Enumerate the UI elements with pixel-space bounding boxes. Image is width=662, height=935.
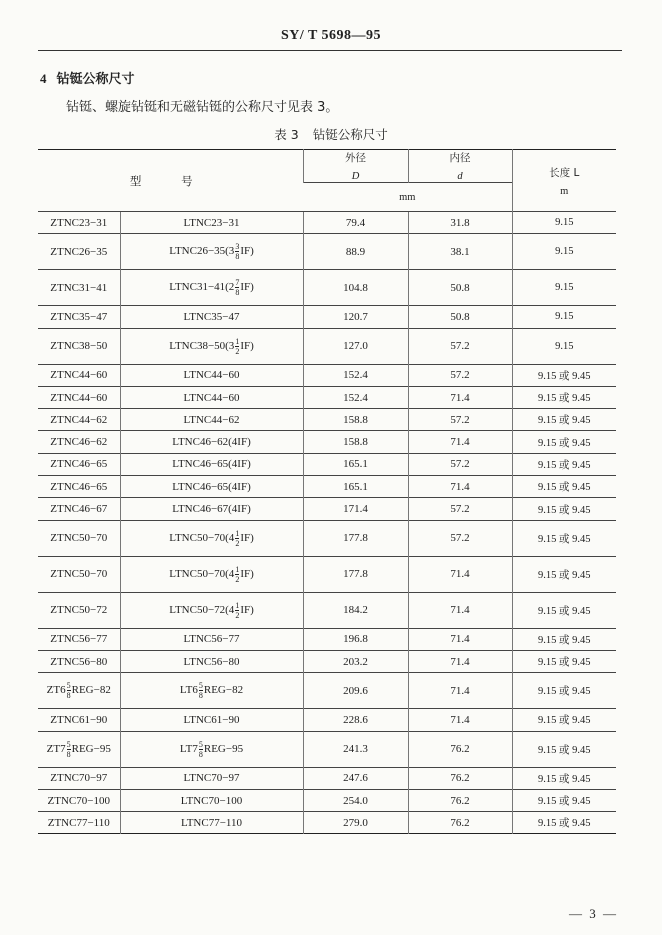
inner-diameter-value: 57.2	[408, 498, 512, 520]
table-row	[38, 306, 616, 328]
fraction-numerator: 5	[66, 739, 71, 749]
fraction-denominator: 2	[235, 346, 240, 356]
spiral-collar-model: LTNC23−31	[120, 212, 303, 234]
length-value: 9.15 或 9.45	[512, 812, 616, 834]
drill-collar-model: ZTNC31−41	[38, 270, 120, 306]
length-value: 9.15 或 9.45	[512, 476, 616, 498]
spiral-collar-model-suffix: REG−82	[203, 684, 244, 697]
table-row	[38, 628, 616, 650]
inner-diameter-value: 71.4	[408, 673, 512, 709]
drill-collar-model-text: ZT7	[46, 742, 66, 755]
inner-diameter-value: 71.4	[408, 556, 512, 592]
spiral-collar-model: LTNC46−67(4IF)	[120, 498, 303, 520]
header-model-text: 型 号	[129, 173, 211, 188]
inner-diameter-value: 71.4	[408, 709, 512, 731]
outer-diameter-value: 165.1	[303, 476, 408, 498]
length-value: 9.15 或 9.45	[512, 592, 616, 628]
outer-diameter-value: 152.4	[303, 386, 408, 408]
spiral-collar-model: LTNC44−60	[120, 364, 303, 386]
inner-diameter-value: 57.2	[408, 328, 512, 364]
drill-collar-model: ZTNC50−70	[38, 556, 120, 592]
length-value: 9.15 或 9.45	[512, 709, 616, 731]
table-row	[38, 650, 616, 672]
spiral-collar-model-suffix: IF)	[240, 281, 254, 294]
inner-diameter-value: 71.4	[408, 431, 512, 453]
spiral-collar-model: LTNC44−62	[120, 409, 303, 431]
fraction	[235, 242, 239, 261]
length-value: 9.15 或 9.45	[512, 556, 616, 592]
fraction-denominator: 2	[235, 574, 240, 584]
section-title-text: 钻铤公称尺寸	[56, 72, 135, 87]
fraction-numerator: 1	[235, 600, 240, 610]
fraction	[67, 740, 71, 759]
fraction-denominator: 2	[235, 538, 240, 548]
spiral-collar-model	[120, 270, 303, 306]
drill-collar-model: ZTNC44−60	[38, 386, 120, 408]
header-id-label: 内径	[449, 152, 471, 164]
inner-diameter-value: 71.4	[408, 386, 512, 408]
spiral-collar-model-text: LTNC31−41(2	[169, 281, 235, 294]
length-value: 9.15 或 9.45	[512, 386, 616, 408]
header-outer-diameter	[303, 150, 408, 183]
outer-diameter-value: 247.6	[303, 767, 408, 789]
drill-collar-model: ZTNC56−77	[38, 628, 120, 650]
inner-diameter-value: 71.4	[408, 628, 512, 650]
drill-collar-model-suffix: REG−95	[71, 742, 111, 755]
length-value: 9.15 或 9.45	[512, 731, 616, 767]
fraction-denominator: 8	[66, 691, 71, 701]
fraction-numerator: 5	[66, 681, 71, 691]
outer-diameter-value: 158.8	[303, 431, 408, 453]
spiral-collar-model	[120, 328, 303, 364]
fraction-numerator: 5	[198, 681, 203, 691]
fraction-denominator: 8	[235, 252, 240, 262]
outer-diameter-value: 88.9	[303, 234, 408, 270]
fraction	[235, 529, 239, 548]
table-row	[38, 476, 616, 498]
length-value: 9.15	[512, 306, 616, 328]
outer-diameter-value: 203.2	[303, 650, 408, 672]
length-value: 9.15 或 9.45	[512, 767, 616, 789]
outer-diameter-value: 120.7	[303, 306, 408, 328]
length-value: 9.15 或 9.45	[512, 409, 616, 431]
table-row	[38, 789, 616, 811]
length-value: 9.15	[512, 270, 616, 306]
inner-diameter-value: 71.4	[408, 650, 512, 672]
inner-diameter-value: 76.2	[408, 812, 512, 834]
outer-diameter-value: 196.8	[303, 628, 408, 650]
fraction-denominator: 2	[235, 610, 240, 620]
fraction	[235, 601, 239, 620]
inner-diameter-value: 76.2	[408, 731, 512, 767]
drill-collar-model: ZTNC46−65	[38, 453, 120, 475]
table-caption	[0, 125, 662, 143]
spiral-collar-model: LTNC46−62(4IF)	[120, 431, 303, 453]
drill-collar-model: ZTNC77−110	[38, 812, 120, 834]
table-row	[38, 592, 616, 628]
fraction	[67, 681, 71, 700]
table-row	[38, 556, 616, 592]
header-length	[512, 150, 616, 212]
fraction-numerator: 7	[235, 278, 240, 288]
spiral-collar-model-suffix: IF)	[240, 245, 254, 258]
drill-collar-model	[38, 731, 120, 767]
drill-collar-table	[38, 149, 616, 834]
fraction	[235, 337, 239, 356]
spiral-collar-model	[120, 731, 303, 767]
spiral-collar-model: LTNC77−110	[120, 812, 303, 834]
drill-collar-model: ZTNC23−31	[38, 212, 120, 234]
table-body	[38, 212, 616, 834]
spiral-collar-model: LTNC46−65(4IF)	[120, 476, 303, 498]
drill-collar-model: ZTNC50−72	[38, 592, 120, 628]
drill-collar-model-suffix: REG−82	[71, 684, 111, 697]
outer-diameter-value: 177.8	[303, 520, 408, 556]
header-od-symbol: D	[351, 171, 360, 182]
fraction-denominator: 8	[198, 691, 203, 701]
table-row	[38, 234, 616, 270]
drill-collar-model: ZTNC56−80	[38, 650, 120, 672]
outer-diameter-value: 165.1	[303, 453, 408, 475]
spiral-collar-model-text: LT7	[179, 742, 198, 755]
drill-collar-model: ZTNC50−70	[38, 520, 120, 556]
fraction	[235, 565, 239, 584]
spiral-collar-model: LTNC44−60	[120, 386, 303, 408]
fraction	[235, 278, 239, 297]
length-value: 9.15	[512, 234, 616, 270]
table-row	[38, 409, 616, 431]
table-caption-label: 表 3	[274, 127, 299, 142]
inner-diameter-value: 50.8	[408, 306, 512, 328]
header-od-label: 外径	[345, 152, 366, 164]
table-caption-title: 钻铤公称尺寸	[312, 127, 388, 142]
fraction-denominator: 8	[198, 749, 203, 759]
table-row	[38, 431, 616, 453]
spiral-collar-model	[120, 556, 303, 592]
outer-diameter-value: 184.2	[303, 592, 408, 628]
inner-diameter-value: 57.2	[408, 520, 512, 556]
header-id-symbol: d	[457, 171, 463, 182]
spiral-collar-model: LTNC56−77	[120, 628, 303, 650]
inner-diameter-value: 71.4	[408, 592, 512, 628]
drill-collar-model: ZTNC44−62	[38, 409, 120, 431]
length-value: 9.15	[512, 328, 616, 364]
header-model	[38, 150, 303, 212]
fraction	[199, 740, 203, 759]
header-length-unit: m	[560, 185, 569, 197]
outer-diameter-value: 279.0	[303, 812, 408, 834]
table-row	[38, 498, 616, 520]
drill-collar-model: ZTNC26−35	[38, 234, 120, 270]
spiral-collar-model: LTNC56−80	[120, 650, 303, 672]
page-number: — 3 —	[569, 906, 618, 921]
spiral-collar-model-text: LTNC50−72(4	[169, 603, 235, 616]
outer-diameter-value: 152.4	[303, 364, 408, 386]
drill-collar-model: ZTNC46−65	[38, 476, 120, 498]
spiral-collar-model-suffix: IF)	[240, 603, 254, 616]
fraction-numerator: 3	[235, 242, 240, 252]
spiral-collar-model: LTNC70−97	[120, 767, 303, 789]
header-unit-mm: mm	[303, 183, 512, 212]
outer-diameter-value: 209.6	[303, 673, 408, 709]
fraction-denominator: 8	[66, 749, 71, 759]
spiral-collar-model-suffix: IF)	[240, 567, 254, 580]
table-row	[38, 812, 616, 834]
spiral-collar-model	[120, 520, 303, 556]
table-row	[38, 364, 616, 386]
drill-collar-model: ZTNC46−62	[38, 431, 120, 453]
spiral-collar-model-suffix: REG−95	[203, 742, 244, 755]
length-value: 9.15 或 9.45	[512, 364, 616, 386]
outer-diameter-value: 171.4	[303, 498, 408, 520]
spiral-collar-model-text: LTNC26−35(3	[169, 245, 235, 258]
header-inner-diameter	[408, 150, 512, 183]
spiral-collar-model	[120, 234, 303, 270]
section-title	[40, 68, 135, 87]
standard-header: SY/ T 5698—95	[280, 28, 382, 43]
drill-collar-model: ZTNC46−67	[38, 498, 120, 520]
table-row	[38, 731, 616, 767]
header-length-label: 长度 L	[549, 166, 580, 179]
inner-diameter-value: 71.4	[408, 476, 512, 498]
table-row	[38, 386, 616, 408]
table-row	[38, 453, 616, 475]
spiral-collar-model-text: LTNC50−70(4	[169, 531, 235, 544]
outer-diameter-value: 104.8	[303, 270, 408, 306]
length-value: 9.15 或 9.45	[512, 520, 616, 556]
spiral-collar-model-text: LTNC38−50(3	[169, 339, 235, 352]
header-rule	[38, 50, 622, 51]
outer-diameter-value: 177.8	[303, 556, 408, 592]
fraction-numerator: 1	[235, 528, 240, 538]
length-value: 9.15 或 9.45	[512, 431, 616, 453]
inner-diameter-value: 31.8	[408, 212, 512, 234]
spiral-collar-model: LTNC46−65(4IF)	[120, 453, 303, 475]
table-row	[38, 709, 616, 731]
spiral-collar-model-suffix: IF)	[240, 531, 254, 544]
table-row	[38, 328, 616, 364]
fraction	[199, 681, 203, 700]
drill-collar-model: ZTNC38−50	[38, 328, 120, 364]
table-row	[38, 212, 616, 234]
fraction-denominator: 8	[235, 288, 240, 298]
length-value: 9.15 或 9.45	[512, 673, 616, 709]
inner-diameter-value: 57.2	[408, 364, 512, 386]
drill-collar-model: ZTNC35−47	[38, 306, 120, 328]
outer-diameter-value: 254.0	[303, 789, 408, 811]
inner-diameter-value: 76.2	[408, 789, 512, 811]
spiral-collar-model: LTNC70−100	[120, 789, 303, 811]
table-row	[38, 270, 616, 306]
outer-diameter-value: 79.4	[303, 212, 408, 234]
section-number: 4	[40, 71, 47, 86]
drill-collar-model: ZTNC70−97	[38, 767, 120, 789]
spiral-collar-model-text: LT6	[179, 684, 198, 697]
drill-collar-model	[38, 673, 120, 709]
length-value: 9.15 或 9.45	[512, 628, 616, 650]
outer-diameter-value: 241.3	[303, 731, 408, 767]
fraction-numerator: 1	[235, 564, 240, 574]
outer-diameter-value: 158.8	[303, 409, 408, 431]
outer-diameter-value: 228.6	[303, 709, 408, 731]
table-row	[38, 520, 616, 556]
inner-diameter-value: 50.8	[408, 270, 512, 306]
fraction-numerator: 5	[198, 739, 203, 749]
length-value: 9.15 或 9.45	[512, 789, 616, 811]
table-row	[38, 767, 616, 789]
outer-diameter-value: 127.0	[303, 328, 408, 364]
table-row	[38, 673, 616, 709]
spiral-collar-model	[120, 592, 303, 628]
spiral-collar-model: LTNC35−47	[120, 306, 303, 328]
spiral-collar-model	[120, 673, 303, 709]
drill-collar-model: ZTNC61−90	[38, 709, 120, 731]
length-value: 9.15 或 9.45	[512, 498, 616, 520]
length-value: 9.15 或 9.45	[512, 453, 616, 475]
spiral-collar-model: LTNC61−90	[120, 709, 303, 731]
intro-paragraph: 钻铤、螺旋钻铤和无磁钻铤的公称尺寸见表 3。	[66, 100, 339, 115]
spiral-collar-model-suffix: IF)	[240, 339, 254, 352]
drill-collar-model-text: ZT6	[46, 684, 66, 697]
fraction-numerator: 1	[235, 336, 240, 346]
drill-collar-model: ZTNC70−100	[38, 789, 120, 811]
inner-diameter-value: 57.2	[408, 453, 512, 475]
inner-diameter-value: 57.2	[408, 409, 512, 431]
inner-diameter-value: 38.1	[408, 234, 512, 270]
length-value: 9.15 或 9.45	[512, 650, 616, 672]
length-value: 9.15	[512, 212, 616, 234]
drill-collar-model: ZTNC44−60	[38, 364, 120, 386]
inner-diameter-value: 76.2	[408, 767, 512, 789]
spiral-collar-model-text: LTNC50−70(4	[169, 567, 235, 580]
